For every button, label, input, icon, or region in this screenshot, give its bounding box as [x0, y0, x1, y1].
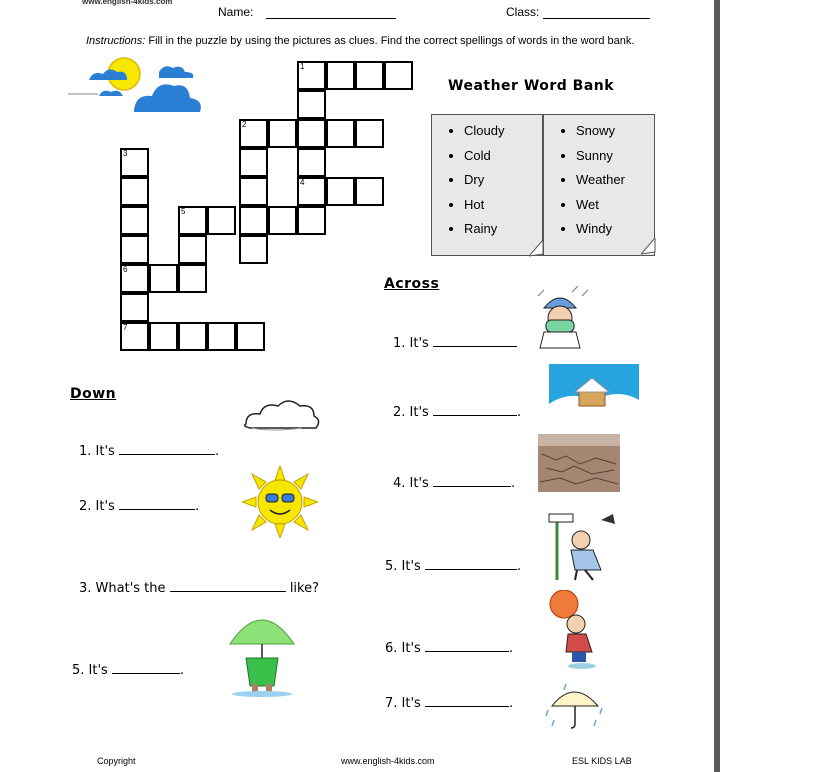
sunny-sun-image	[242, 466, 318, 538]
down-clue-3: 3. What's the like?	[79, 581, 319, 596]
umbrella-canopy-shape	[552, 692, 598, 706]
crossword-cell[interactable]	[120, 177, 149, 206]
answer-blank[interactable]	[433, 474, 511, 487]
puddle-shape	[232, 691, 292, 697]
word-bank-item: • Windy	[576, 217, 654, 242]
clue-number: 7	[123, 323, 128, 332]
crossword-cell[interactable]	[355, 119, 384, 148]
viewer-background	[720, 0, 819, 772]
sign-shape	[549, 514, 573, 522]
answer-blank[interactable]	[112, 661, 180, 674]
answer-blank[interactable]	[119, 442, 215, 455]
crossword-cell[interactable]	[268, 119, 297, 148]
word-bank-left-card	[431, 114, 543, 256]
name-line[interactable]	[266, 18, 396, 19]
crossword-cell[interactable]	[120, 293, 149, 322]
word-bank-title: Weather Word Bank	[448, 78, 615, 94]
dry-earth-image	[538, 434, 620, 492]
answer-blank[interactable]	[425, 557, 517, 570]
word-bank-item: • Wet	[576, 193, 654, 218]
green-umbrella-shape	[230, 620, 294, 644]
shorts-shape	[572, 652, 586, 662]
sun-clouds-image	[64, 52, 224, 122]
raincoat-shape	[246, 658, 278, 686]
word-bank-item: • Weather	[576, 168, 654, 193]
sweat-puddle-shape	[568, 663, 596, 669]
crossword-cell[interactable]	[239, 235, 268, 264]
crossword-cell[interactable]	[149, 264, 178, 293]
snowy-house-image	[549, 364, 639, 418]
word-bank-item: • Cloudy	[464, 119, 542, 144]
answer-blank[interactable]	[433, 334, 517, 347]
crossword-cell[interactable]	[239, 177, 268, 206]
cloud-outline-shape	[245, 401, 319, 428]
instructions	[86, 35, 634, 47]
across-clue-1: 1. It's	[393, 334, 517, 351]
instructions-text: Fill in the puzzle by using the pictures as clues. Find the correct spellings of words in the word bank.	[145, 35, 635, 47]
word-bank-item: • Cold	[464, 144, 542, 169]
crossword-cell[interactable]	[268, 206, 297, 235]
instructions-label: Instructions:	[86, 35, 146, 47]
word-bank-item: • Rainy	[464, 217, 542, 242]
answer-blank[interactable]	[425, 639, 509, 652]
clue-number: 1	[300, 62, 305, 71]
cloudy-cloud-image	[240, 398, 322, 438]
footer-site: www.english-4kids.com	[341, 756, 435, 766]
card-curl-left	[529, 240, 545, 258]
answer-blank[interactable]	[119, 497, 195, 510]
class-label: Class:	[506, 5, 540, 19]
crossword-cell[interactable]	[297, 206, 326, 235]
down-clue-5: 5. It's .	[72, 663, 185, 678]
site-url-top: www.english-4kids.com	[82, 0, 173, 6]
crossword-cell[interactable]	[326, 119, 355, 148]
across-clue-5: 5. It's .	[385, 559, 522, 574]
down-clue-1: 1. It's .	[79, 444, 220, 459]
scarf-shape	[546, 320, 574, 332]
word-bank-item: • Snowy	[576, 119, 654, 144]
rainy-umbrella-image	[544, 680, 606, 730]
crossword-cell[interactable]	[239, 206, 268, 235]
crossword-cell[interactable]	[120, 206, 149, 235]
card-curl-right	[641, 238, 657, 256]
face-shape	[572, 531, 590, 549]
name-label: Name:	[218, 5, 254, 19]
crossword-cell[interactable]	[326, 61, 355, 90]
across-title: Across	[384, 276, 440, 292]
clue-number: 4	[300, 178, 305, 187]
crossword-cell[interactable]	[326, 177, 355, 206]
word-bank-item: • Hot	[464, 193, 542, 218]
hot-sun-shape	[550, 590, 578, 618]
class-line[interactable]	[543, 18, 650, 19]
across-clue-2: 2. It's .	[393, 405, 522, 420]
crossword-cell[interactable]	[355, 177, 384, 206]
crossword-cell[interactable]	[239, 148, 268, 177]
clue-number: 6	[123, 265, 128, 274]
crossword-cell[interactable]	[178, 322, 207, 351]
footer-brand: ESL KIDS LAB	[572, 756, 632, 766]
cloud-mid-shape	[99, 91, 123, 96]
wet-child-image	[226, 608, 298, 698]
flying-hat-shape	[601, 514, 615, 524]
crossword-cell[interactable]	[297, 119, 326, 148]
crossword-cell[interactable]	[297, 148, 326, 177]
crossword-cell[interactable]	[178, 264, 207, 293]
word-bank-item: • Sunny	[576, 144, 654, 169]
answer-blank[interactable]	[425, 694, 509, 707]
answer-blank[interactable]	[170, 579, 286, 592]
crossword-cell[interactable]	[149, 322, 178, 351]
footer-copyright: Copyright	[97, 756, 136, 766]
crossword-cell[interactable]	[207, 206, 236, 235]
horizon-shape	[538, 434, 620, 446]
word-bank-item: • Dry	[464, 168, 542, 193]
down-clue-2: 2. It's .	[79, 499, 200, 514]
crossword-cell[interactable]	[384, 61, 413, 90]
clue-number: 3	[123, 149, 128, 158]
crossword-cell[interactable]	[236, 322, 265, 351]
cloud-right-shape	[159, 66, 193, 78]
crossword-cell[interactable]	[178, 235, 207, 264]
clue-number: 5	[181, 207, 186, 216]
crossword-cell[interactable]	[207, 322, 236, 351]
crossword-cell[interactable]	[120, 235, 149, 264]
coat-shape	[540, 332, 580, 348]
hot-person-image	[546, 590, 606, 670]
crossword-cell[interactable]	[297, 90, 326, 119]
across-clue-4: 4. It's .	[393, 476, 516, 491]
across-clue-7: 7. It's .	[385, 696, 514, 711]
across-clue-6: 6. It's .	[385, 641, 514, 656]
answer-blank[interactable]	[433, 403, 517, 416]
cold-person-image	[530, 286, 592, 350]
jacket-shape	[571, 550, 601, 570]
word-bank-right-card	[543, 114, 655, 256]
clue-number: 2	[242, 120, 247, 129]
face-shape	[567, 615, 585, 633]
down-title: Down	[70, 386, 117, 402]
windy-person-image	[545, 510, 617, 582]
shirt-shape	[566, 634, 592, 652]
sun-face-shape	[258, 480, 302, 524]
crossword-cell[interactable]	[355, 61, 384, 90]
cloud-big-shape	[134, 84, 201, 112]
